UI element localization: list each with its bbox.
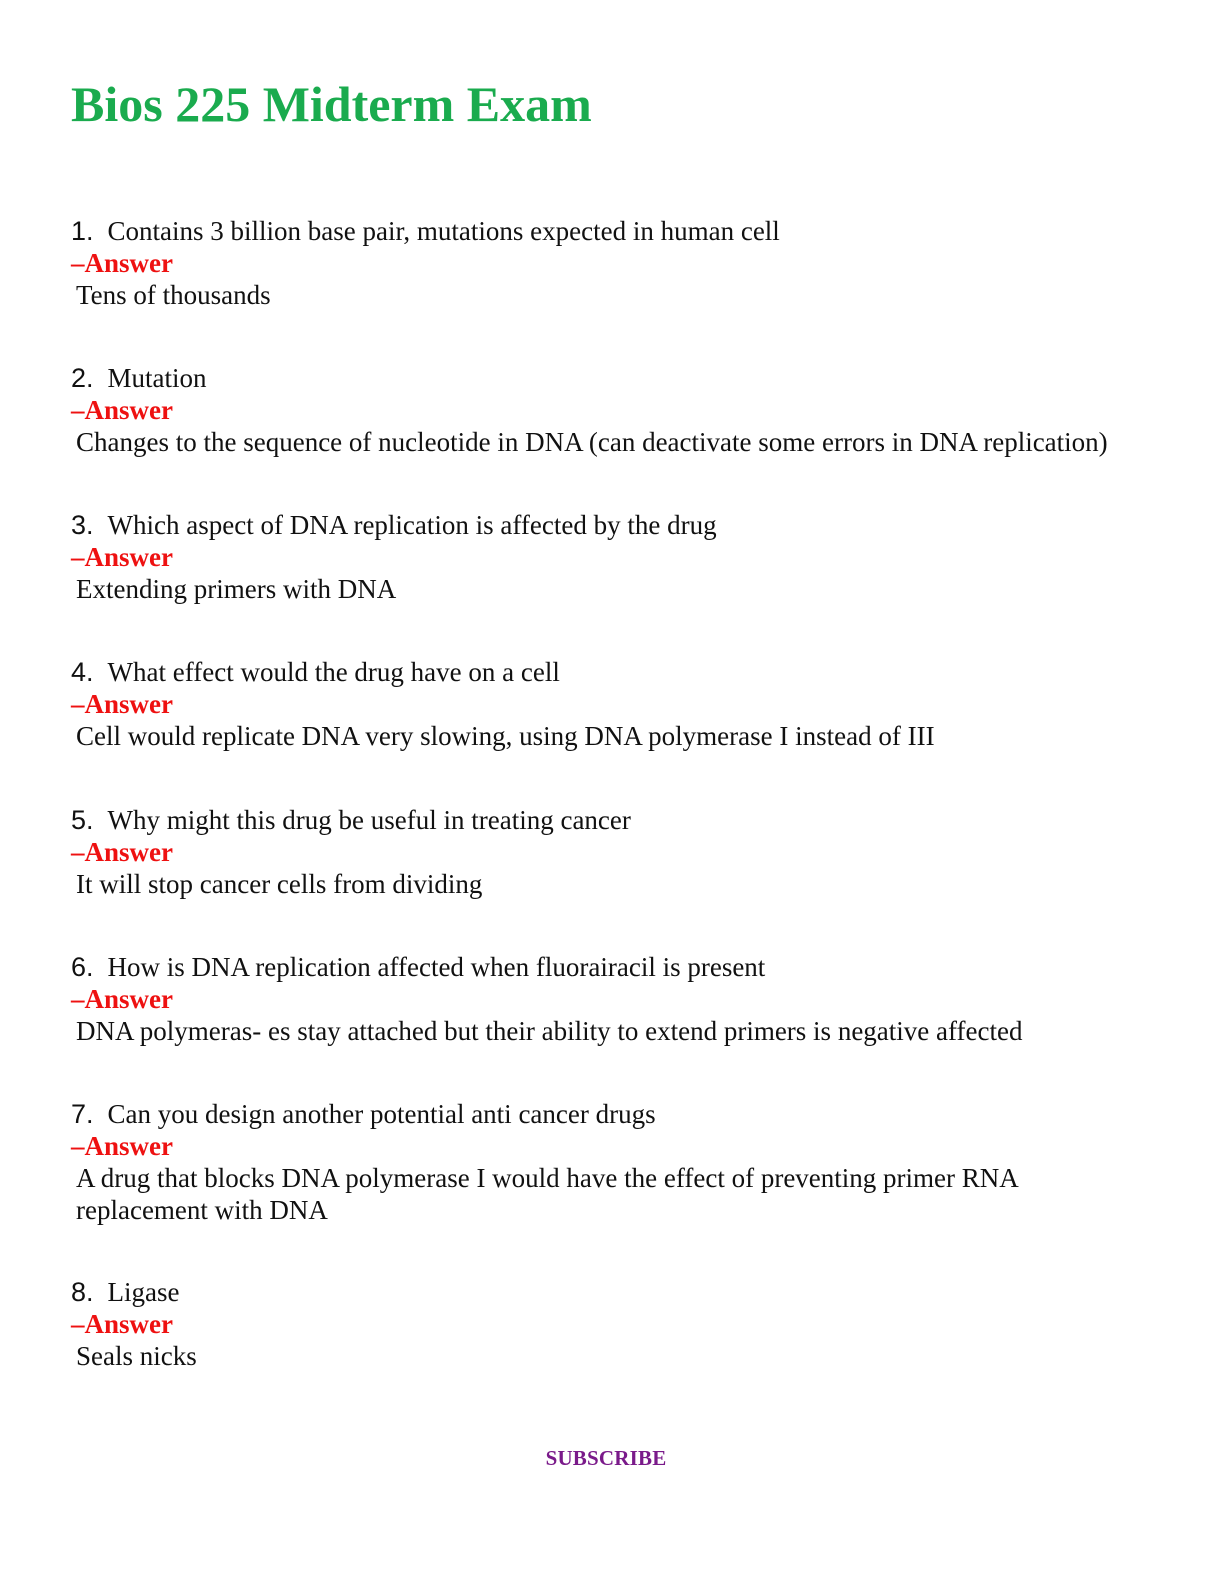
question-text: Ligase <box>107 1277 180 1307</box>
question-text: Can you design another potential anti cancer drugs <box>107 1099 656 1129</box>
answer-label: –Answer <box>71 984 173 1014</box>
question-number: 6. <box>71 952 94 982</box>
question-item-3 <box>71 509 1161 605</box>
question-number: 1. <box>71 216 94 246</box>
answer-text: A drug that blocks DNA polymerase I would have the effect of preventing primer RNA replacement with DNA <box>76 1163 1018 1225</box>
question-item-4 <box>71 656 1161 752</box>
question-number: 2. <box>71 363 94 393</box>
answer-label: –Answer <box>71 837 173 867</box>
question-text: What effect would the drug have on a cell <box>107 657 560 687</box>
answer-label: –Answer <box>71 395 173 425</box>
question-number: 3. <box>71 510 94 540</box>
question-item-2 <box>71 362 1161 458</box>
question-text: Why might this drug be useful in treating cancer <box>107 805 631 835</box>
answer-text: Seals nicks <box>76 1341 197 1371</box>
answer-text: DNA polymeras- es stay attached but their ability to extend primers is negative affected <box>76 1016 1023 1046</box>
answer-text: It will stop cancer cells from dividing <box>76 869 483 899</box>
answer-text: Tens of thousands <box>76 280 271 310</box>
document-title: Bios 225 Midterm Exam <box>71 76 592 132</box>
question-text: Contains 3 billion base pair, mutations expected in human cell <box>107 216 780 246</box>
answer-text: Extending primers with DNA <box>76 574 397 604</box>
question-number: 5. <box>71 805 94 835</box>
answer-label: –Answer <box>71 689 173 719</box>
question-item-8 <box>71 1276 1161 1372</box>
answer-label: –Answer <box>71 248 173 278</box>
question-number: 7. <box>71 1099 94 1129</box>
question-item-5 <box>71 804 1161 900</box>
question-text: Mutation <box>107 363 207 393</box>
question-number: 8. <box>71 1277 94 1307</box>
question-item-6 <box>71 951 1161 1047</box>
question-item-7 <box>71 1098 1161 1226</box>
answer-label: –Answer <box>71 1131 173 1161</box>
question-number: 4. <box>71 657 94 687</box>
answer-label: –Answer <box>71 542 173 572</box>
answer-text: Cell would replicate DNA very slowing, using DNA polymerase I instead of III <box>76 721 935 751</box>
answer-label: –Answer <box>71 1309 173 1339</box>
question-text: How is DNA replication affected when fluorairacil is present <box>107 952 766 982</box>
question-item-1 <box>71 215 1161 311</box>
subscribe-link[interactable]: SUBSCRIBE <box>545 1446 667 1470</box>
question-text: Which aspect of DNA replication is affected by the drug <box>107 510 717 540</box>
answer-text: Changes to the sequence of nucleotide in DNA (can deactivate some errors in DNA replication) <box>76 427 1108 457</box>
